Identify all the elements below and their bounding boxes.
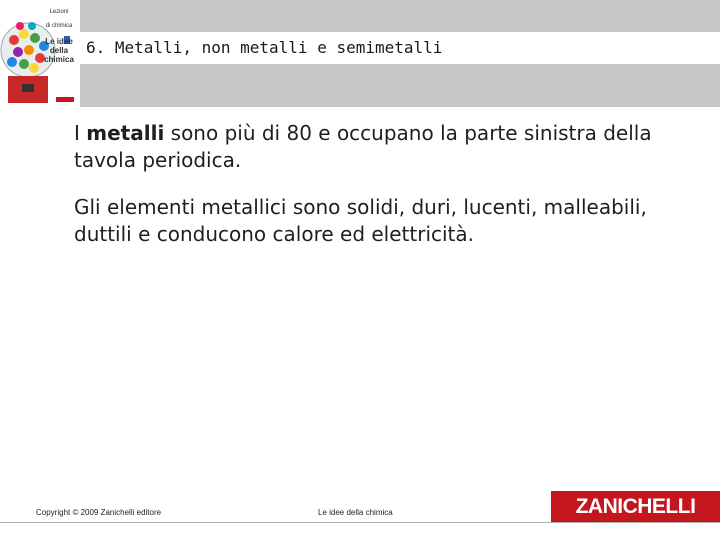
- cover-title: [40, 2, 78, 71]
- footer-book-title: Le idee della chimica: [318, 508, 393, 517]
- footer-divider: [0, 522, 720, 523]
- cover-line-1: Lezioni: [49, 9, 69, 15]
- paragraph-metal-properties: Gli elementi metallici sono solidi, duri, lucenti, malleabili, duttili e conducono calore ed elettricità.: [74, 195, 647, 246]
- paragraph-metals-count: [74, 120, 704, 174]
- paragraph-1-rest: sono più di 80 e occupano la parte sinistra della tavola periodica.: [74, 121, 652, 172]
- book-cover-image: [0, 0, 80, 107]
- cover-publisher-bar: [56, 97, 74, 102]
- paragraph-1-bold-term: metalli: [86, 121, 165, 145]
- footer-copyright: Copyright © 2009 Zanichelli editore: [36, 508, 162, 517]
- zanichelli-logo: ZANICHELLI: [551, 491, 720, 522]
- paragraph-1-prefix: I: [74, 121, 87, 145]
- slide-title: 6. Metalli, non metalli e semimetalli: [86, 38, 443, 57]
- cover-book-title: Le idee della chimica: [44, 37, 74, 64]
- cover-line-2: di chimica: [45, 23, 73, 29]
